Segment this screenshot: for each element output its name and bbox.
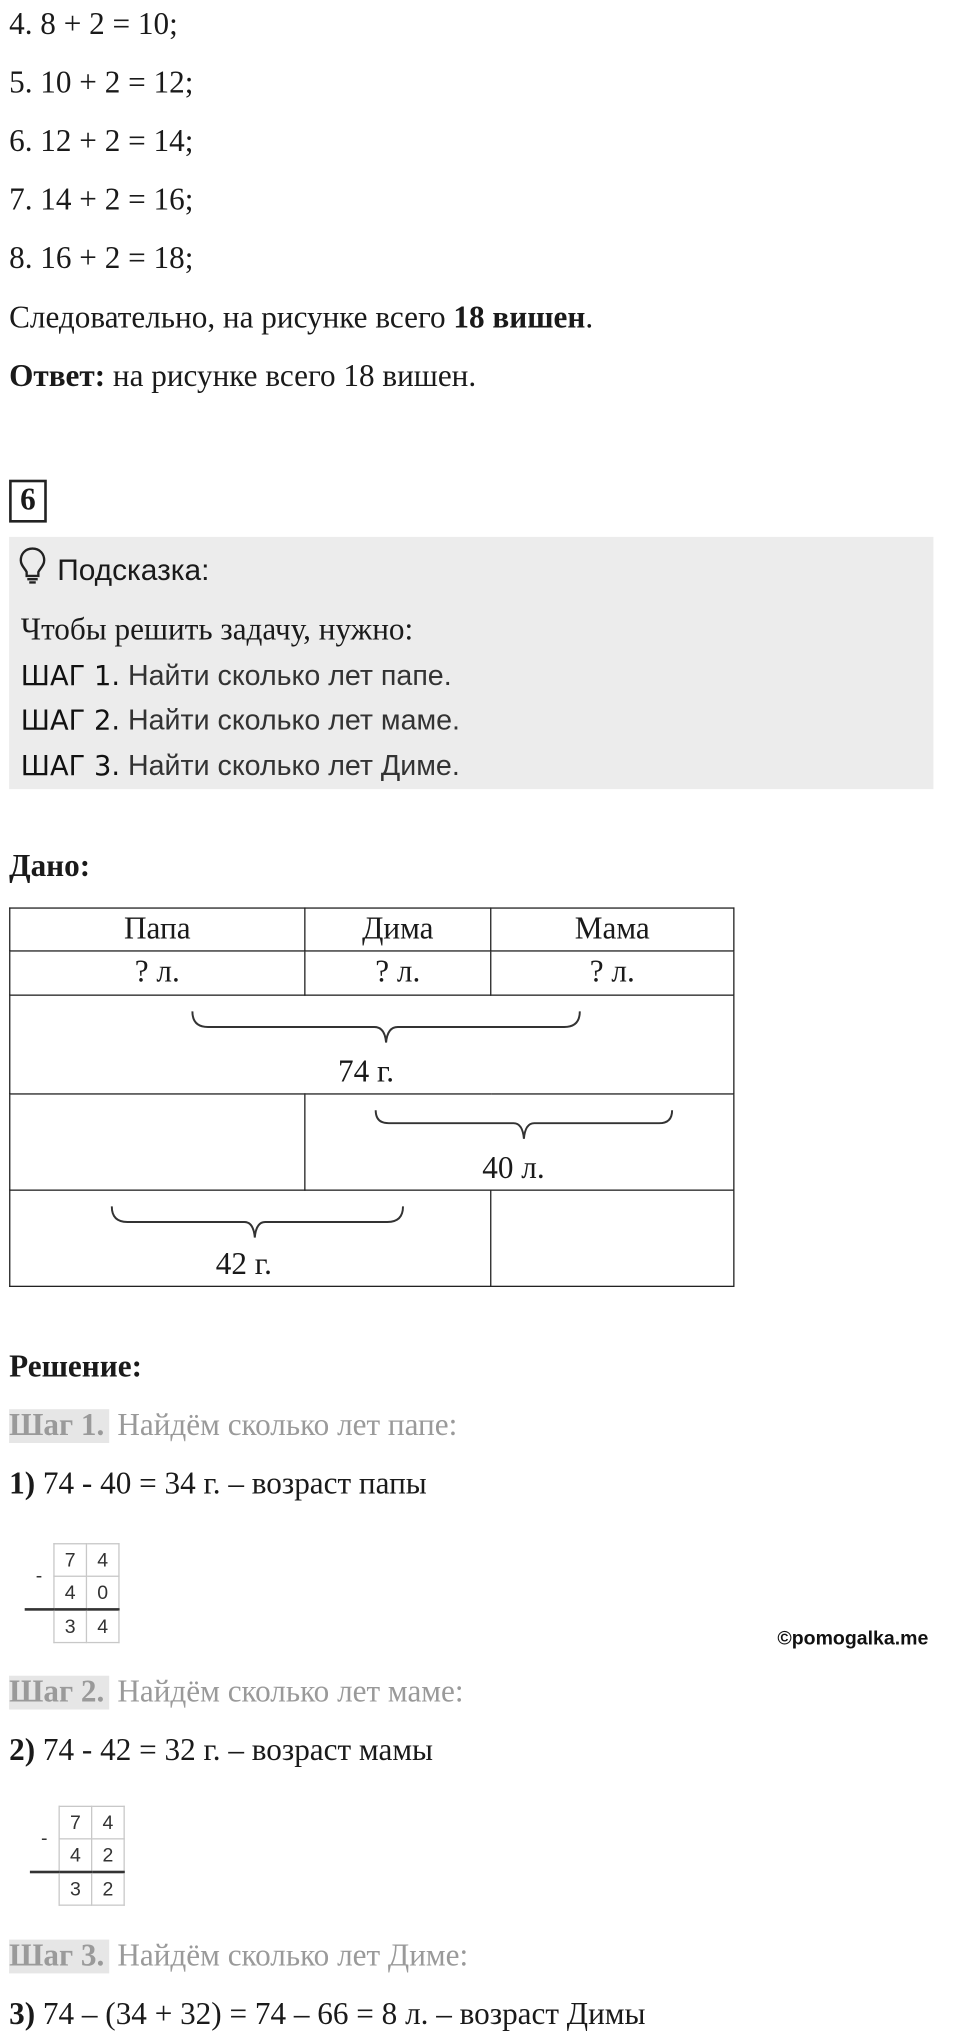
step-label: Шаг 1. (9, 1409, 109, 1443)
sum-papa-dima-label: 42 г. (215, 1248, 272, 1282)
answer-line (9, 360, 476, 395)
solution-heading (9, 1351, 142, 1386)
lightbulb-icon (18, 546, 47, 593)
sum-all-label: 74 г. (338, 1055, 395, 1090)
digit: 3 (54, 1609, 87, 1642)
answer-text: на рисунке всего 18 вишен. (105, 360, 477, 394)
digit: 4 (59, 1839, 91, 1872)
digit: 2 (92, 1839, 125, 1872)
empty-cell-papa (10, 1094, 305, 1190)
sum-all-cell (10, 995, 734, 1094)
step-1-equation (9, 1468, 427, 1503)
step-text: Найдём сколько лет маме: (109, 1675, 464, 1710)
calc-line-7: 7. 14 + 2 = 16; (9, 183, 194, 218)
step-label: Шаг 3. (9, 1940, 109, 1974)
step-text: Найдём сколько лет Диме: (109, 1939, 469, 1974)
digit: 2 (92, 1872, 125, 1905)
minus-sign: - (35, 1564, 43, 1587)
hint-step-text: Найти сколько лет папе. (120, 659, 452, 692)
column-subtraction-1 (25, 1543, 120, 1643)
result-spacer (30, 1872, 59, 1905)
hint-step-text: Найти сколько лет маме. (120, 703, 461, 736)
equation-text: 74 – (34 + 32) = 74 – 66 = 8 л. – возраст Димы (35, 1998, 646, 2032)
minus-sign: - (40, 1827, 48, 1850)
digit: 7 (54, 1544, 87, 1577)
conclusion-bold: 18 вишен (453, 301, 586, 336)
hint-intro: Чтобы решить задачу, нужно: (20, 613, 414, 648)
hint-step-text: Найти сколько лет Диме. (120, 748, 460, 782)
given-heading-text: Дано: (9, 850, 91, 884)
given-table (9, 907, 734, 1287)
header-dima: Дима (305, 908, 491, 951)
sum-dima-mama-label: 40 л. (482, 1151, 545, 1186)
hint-step-1 (21, 659, 452, 693)
result-spacer (25, 1609, 54, 1642)
equation-number: 3) (9, 1998, 36, 2032)
calc-line-4: 4. 8 + 2 = 10; (9, 7, 178, 42)
sum-papa-dima-cell (10, 1190, 491, 1286)
step-1-title (9, 1409, 457, 1444)
equation-number: 1) (9, 1467, 36, 1502)
step-2-title (9, 1676, 463, 1711)
sum-dima-mama-cell (305, 1094, 734, 1190)
given-heading (9, 850, 90, 885)
unknown-dima: ? л. (305, 951, 491, 995)
calc-line-6: 6. 12 + 2 = 14; (9, 124, 194, 159)
empty-cell-mama (491, 1190, 734, 1286)
digit: 4 (86, 1609, 119, 1642)
hint-title (18, 546, 209, 593)
hint-step-label: ШАГ 1. (20, 660, 121, 692)
step-text: Найдём сколько лет папе: (109, 1409, 458, 1443)
column-subtraction-2 (30, 1806, 125, 1906)
task-number: 6 (9, 480, 47, 523)
digit: 0 (86, 1576, 119, 1609)
digit: 4 (92, 1806, 125, 1839)
header-mama: Мама (491, 908, 734, 951)
step-3-equation (9, 1998, 645, 2033)
brace-all (10, 1004, 731, 1059)
digit: 3 (59, 1872, 91, 1905)
conclusion-line (9, 302, 593, 337)
solution-heading-text: Решение: (9, 1350, 142, 1385)
conclusion-suffix: . (585, 301, 594, 336)
watermark: ©pomogalka.me (777, 1627, 929, 1650)
answer-label: Ответ: (9, 360, 106, 394)
calc-line-5: 5. 10 + 2 = 12; (9, 66, 194, 101)
brace-papa-dima (10, 1199, 488, 1251)
header-papa: Папа (10, 908, 305, 951)
calc-line-8: 8. 16 + 2 = 18; (9, 241, 194, 276)
brace-dima-mama (306, 1102, 735, 1154)
hint-step-2 (21, 703, 460, 737)
unknown-mama: ? л. (491, 951, 734, 995)
step-3-title (9, 1940, 468, 1975)
step-label: Шаг 2. (9, 1676, 109, 1710)
equation-number: 2) (9, 1734, 36, 1768)
digit: 4 (86, 1544, 119, 1577)
digit: 7 (59, 1806, 91, 1839)
unknown-papa: ? л. (10, 951, 305, 995)
hint-step-3 (21, 749, 460, 783)
hint-title-text: Подсказка: (57, 551, 210, 586)
hint-step-label: ШАГ 2. (20, 704, 121, 736)
hint-step-label: ШАГ 3. (20, 750, 121, 782)
digit: 4 (54, 1576, 87, 1609)
equation-text: 74 - 42 = 32 г. – возраст мамы (35, 1734, 434, 1768)
equation-text: 74 - 40 = 34 г. – возраст папы (35, 1467, 427, 1502)
conclusion-prefix: Следовательно, на рисунке всего (9, 301, 454, 336)
step-2-equation (9, 1734, 433, 1769)
